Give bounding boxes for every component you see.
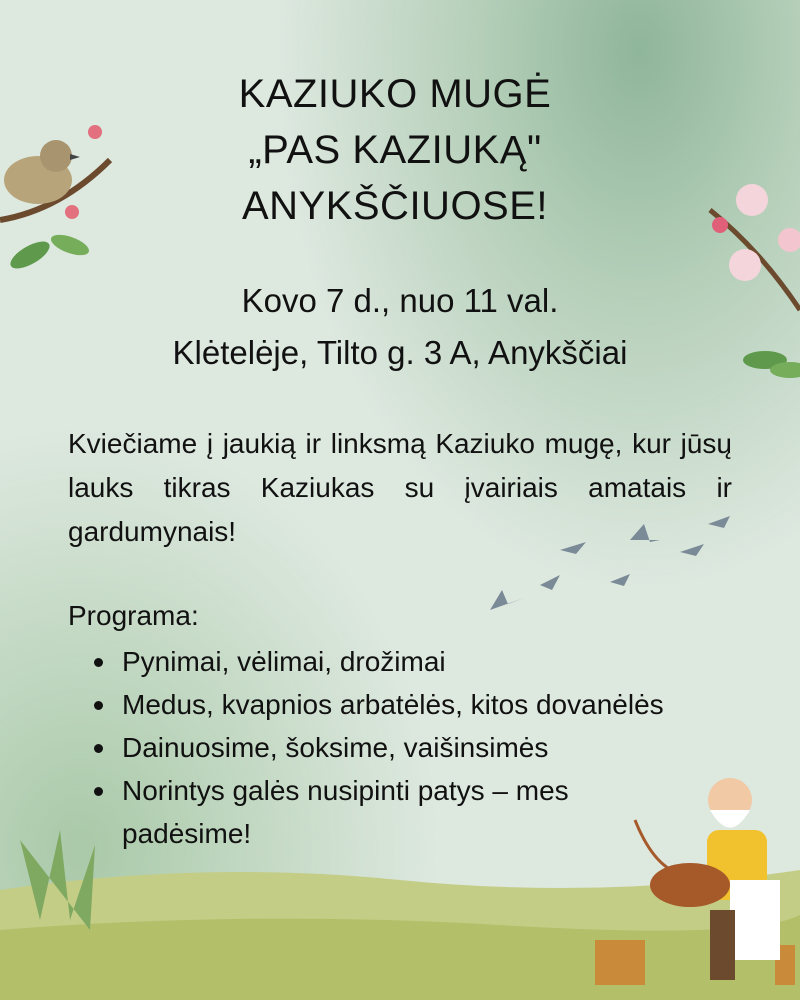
event-when-where (0, 275, 800, 379)
program-item: Dainuosime, šoksime, vaišinsimės (92, 726, 742, 769)
event-title (0, 66, 790, 234)
title-line-3: ANYKŠČIUOSE! (241, 184, 549, 228)
program-heading: Programa: (68, 600, 199, 631)
program-list (92, 640, 742, 855)
event-date: Kovo 7 d., nuo 11 val. (241, 282, 559, 319)
event-place: Klėtelėje, Tilto g. 3 A, Anykščiai (172, 334, 628, 371)
program-item: Norintys galės nusipinti patys – mes padėsime! (92, 769, 652, 855)
program-item: Medus, kvapnios arbatėlės, kitos dovanėlės (92, 683, 742, 726)
program-item: Pynimai, vėlimai, drožimai (92, 640, 742, 683)
intro-text: Kviečiame į jaukią ir linksmą Kaziuko mugę, kur jūsų lauks tikras Kaziukas su įvairiais amatais ir gardumynais! (68, 428, 732, 547)
title-line-1: KAZIUKO MUGĖ (238, 72, 552, 116)
title-line-2: „PAS KAZIUKĄ" (248, 128, 542, 172)
